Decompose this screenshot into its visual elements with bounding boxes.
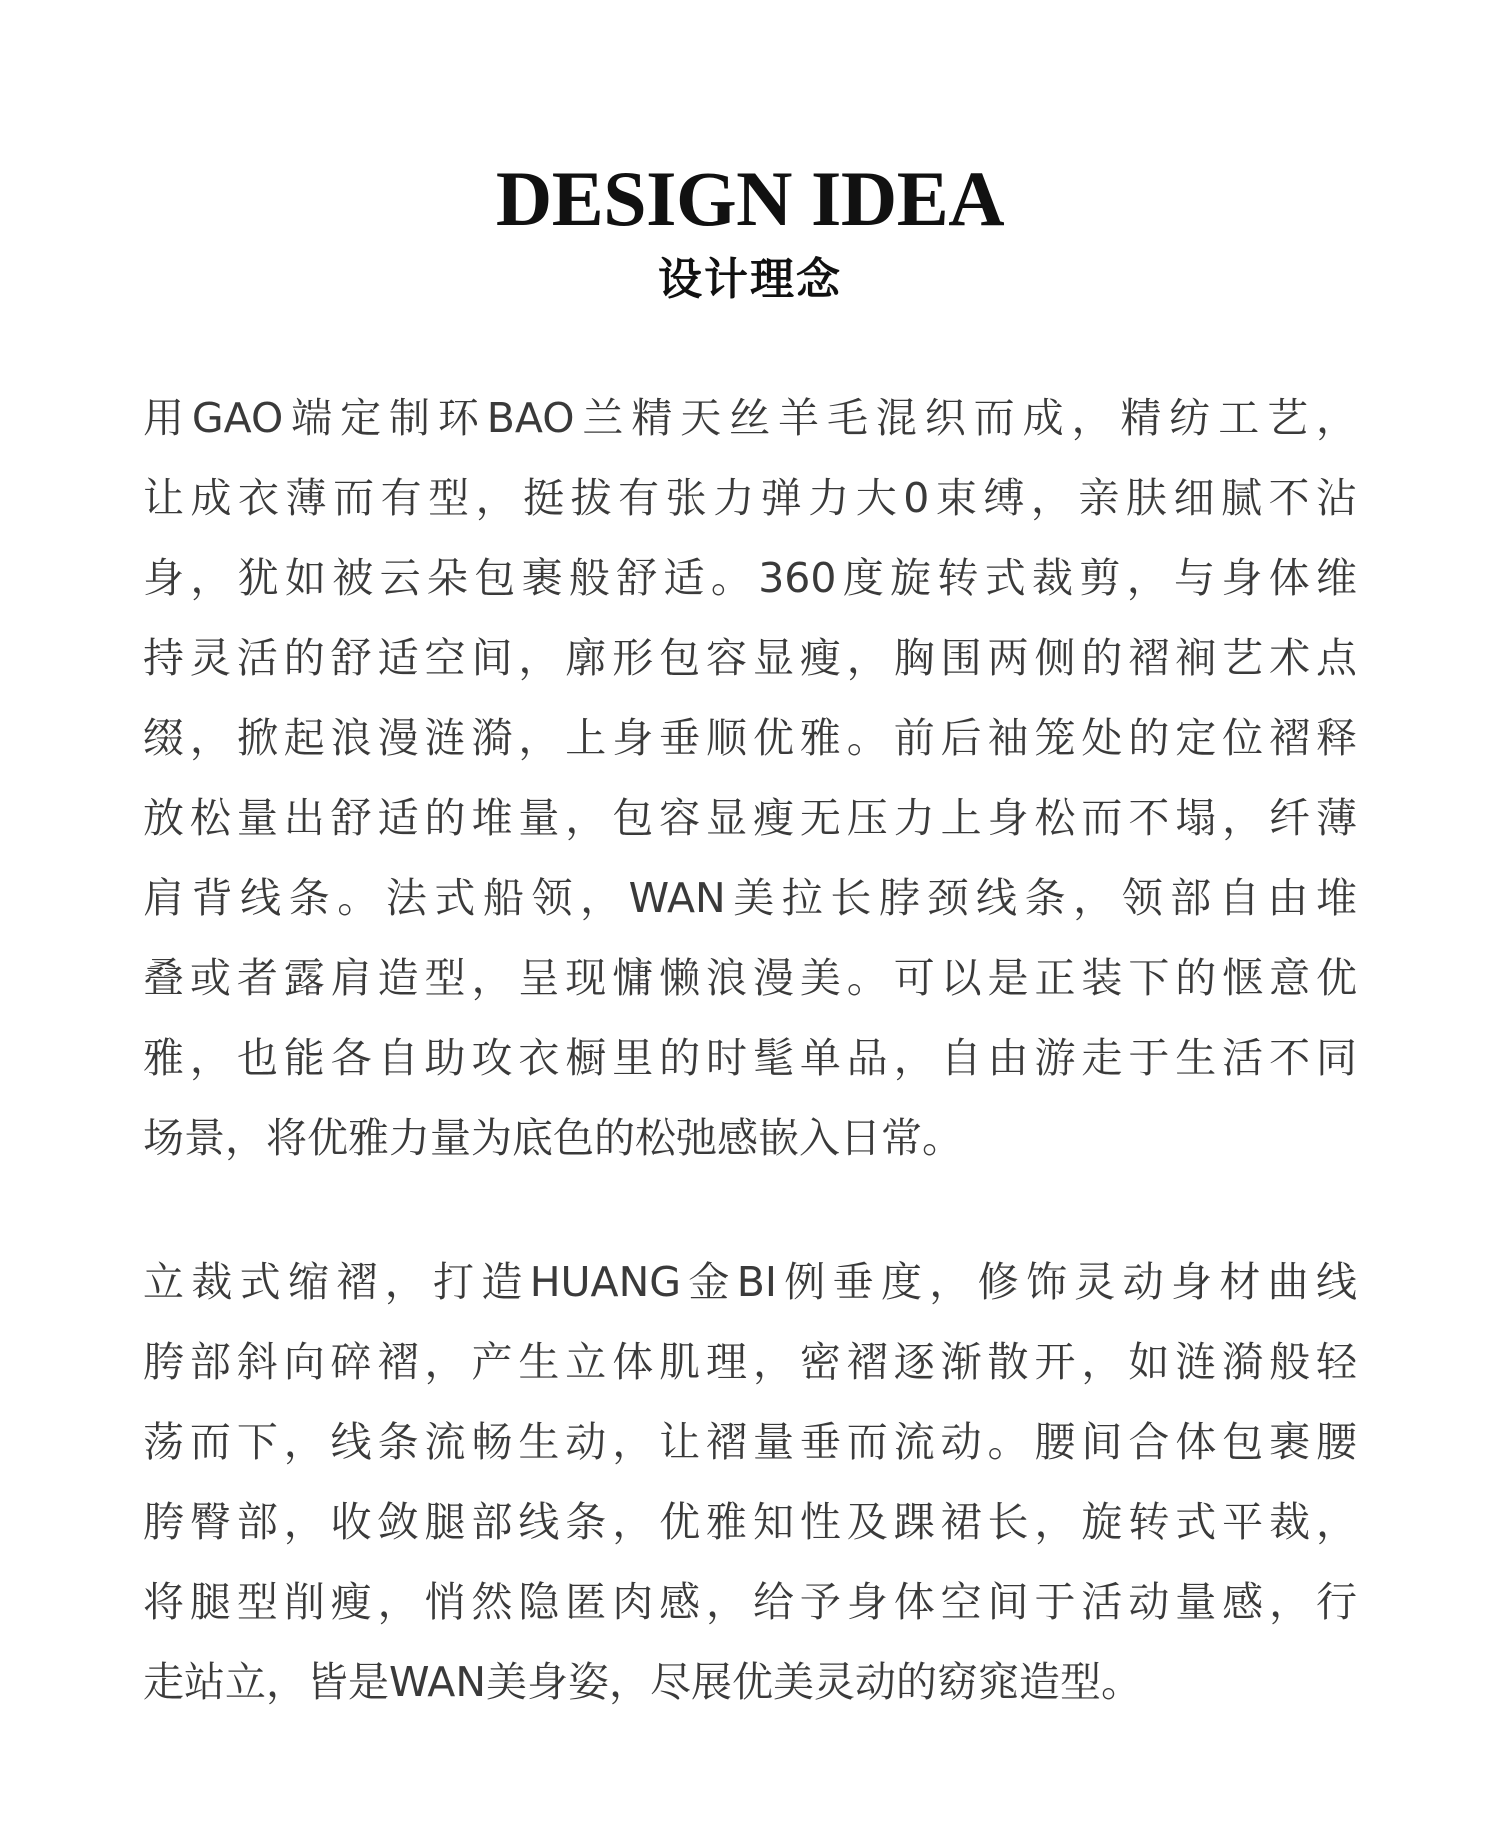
paragraph-line: 立裁式缩褶，打造HUANG金BI例垂度，修饰灵动身材曲线 [143,1258,1357,1306]
paragraph-line: 用GAO端定制环BAO兰精天丝羊毛混织而成，精纺工艺， [143,394,1357,442]
paragraph-line: 胯臀部，收敛腿部线条，优雅知性及踝裙长，旋转式平裁， [143,1498,1357,1546]
paragraph-line: 将腿型削瘦，悄然隐匿肉感，给予身体空间于活动量感，行 [143,1578,1357,1626]
paragraph-line: 缀，掀起浪漫涟漪，上身垂顺优雅。前后袖笼处的定位褶释 [143,714,1357,762]
paragraph-line: 让成衣薄而有型，挺拔有张力弹力大0束缚，亲肤细腻不沾 [143,474,1357,522]
paragraph-line: 持灵活的舒适空间，廓形包容显瘦，胸围两侧的褶裥艺术点 [143,634,1357,682]
paragraph-line: 荡而下，线条流畅生动，让褶量垂而流动。腰间合体包裹腰 [143,1418,1357,1466]
page-subtitle: 设计理念 [658,254,842,305]
paragraph-line: 胯部斜向碎褶，产生立体肌理，密褶逐渐散开，如涟漪般轻 [143,1338,1357,1386]
page-title: DESIGN IDEA [495,155,1005,242]
paragraph-line: 雅，也能各自助攻衣橱里的时髦单品，自由游走于生活不同 [143,1034,1357,1082]
paragraph-line: 走站立，皆是WAN美身姿，尽展优美灵动的窈窕造型。 [143,1658,1143,1706]
description-paragraph-fabric [143,378,1357,1178]
paragraph-line: 身，犹如被云朵包裹般舒适。360度旋转式裁剪，与身体维 [143,554,1357,602]
paragraph-line: 放松量出舒适的堆量，包容显瘦无压力上身松而不塌，纤薄 [143,794,1357,842]
paragraph-line: 场景，将优雅力量为底色的松弛感嵌入日常。 [143,1114,963,1162]
description-paragraph-silhouette [143,1242,1357,1722]
paragraph-line: 肩背线条。法式船领，WAN美拉长脖颈线条，领部自由堆 [143,874,1357,922]
paragraph-line: 叠或者露肩造型，呈现慵懒浪漫美。可以是正装下的惬意优 [143,954,1357,1002]
